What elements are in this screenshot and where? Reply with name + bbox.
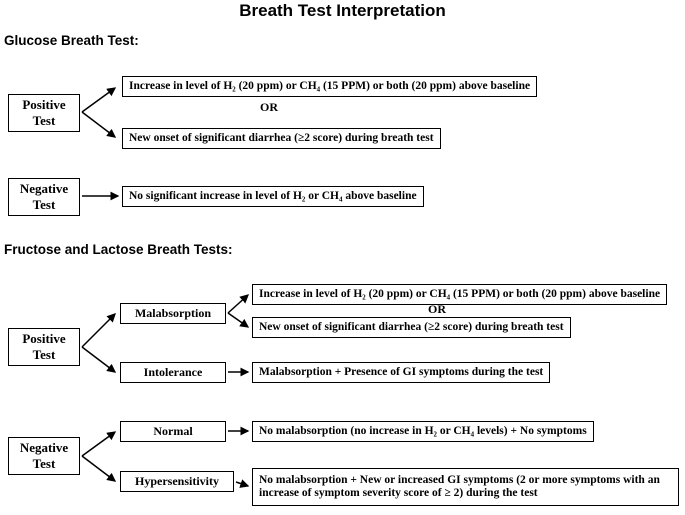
- arrow-malabsorption-to-diarrhea: [228, 313, 248, 327]
- arrow-fl-negative-to-normal: [82, 432, 115, 456]
- fl-intolerance-outcome-box: Malabsorption + Presence of GI symptoms during the test: [252, 362, 550, 383]
- arrow-hypersensitivity-to-outcome: [236, 482, 248, 486]
- fl-positive-test-box: Positive Test: [8, 328, 80, 366]
- fl-normal-box: Normal: [120, 421, 226, 442]
- page-title: Breath Test Interpretation: [239, 1, 446, 20]
- fl-malabsorption-outcome-diarrhea-box: New onset of significant diarrhea (≥2 score) during breath test: [252, 317, 571, 338]
- glucose-or-label: OR: [260, 100, 278, 114]
- fl-intolerance-box: Intolerance: [120, 362, 226, 383]
- arrow-glucose-positive-to-diarrhea: [82, 112, 115, 137]
- glucose-negative-outcome-box: No significant increase in level of H₂ or CH₄ above baseline: [122, 186, 424, 207]
- arrow-fl-positive-to-malabsorption: [82, 314, 115, 347]
- fl-hypersensitivity-box: Hypersensitivity: [120, 471, 234, 492]
- fl-malabsorption-box: Malabsorption: [120, 303, 226, 324]
- fl-or-label: OR: [428, 302, 446, 316]
- arrow-fl-negative-to-hypersensitivity: [82, 456, 115, 481]
- arrow-malabsorption-to-gas: [228, 295, 248, 313]
- glucose-positive-outcome-diarrhea-box: New onset of significant diarrhea (≥2 score) during breath test: [122, 128, 441, 149]
- fl-hypersensitivity-outcome-box: No malabsorption + New or increased GI symptoms (2 or more symptoms with an increase of symptom severity score of ≥ 2) during the test: [252, 468, 679, 506]
- glucose-section-heading: Glucose Breath Test:: [4, 33, 139, 48]
- glucose-positive-test-box: Positive Test: [8, 94, 80, 132]
- glucose-positive-outcome-gas-box: Increase in level of H₂ (20 ppm) or CH₄ (15 PPM) or both (20 ppm) above baseline: [122, 76, 537, 97]
- fl-normal-outcome-box: No malabsorption (no increase in H₂ or CH₄ levels) + No symptoms: [252, 421, 594, 442]
- fructose-lactose-section-heading: Fructose and Lactose Breath Tests:: [4, 242, 233, 257]
- glucose-negative-test-box: Negative Test: [8, 178, 80, 216]
- fl-malabsorption-outcome-gas-box: Increase in level of H₂ (20 ppm) or CH₄ (15 PPM) or both (20 ppm) above baseline: [252, 284, 667, 305]
- fl-negative-test-box: Negative Test: [8, 437, 80, 475]
- arrow-glucose-positive-to-gas: [82, 88, 115, 112]
- arrow-fl-positive-to-intolerance: [82, 347, 115, 372]
